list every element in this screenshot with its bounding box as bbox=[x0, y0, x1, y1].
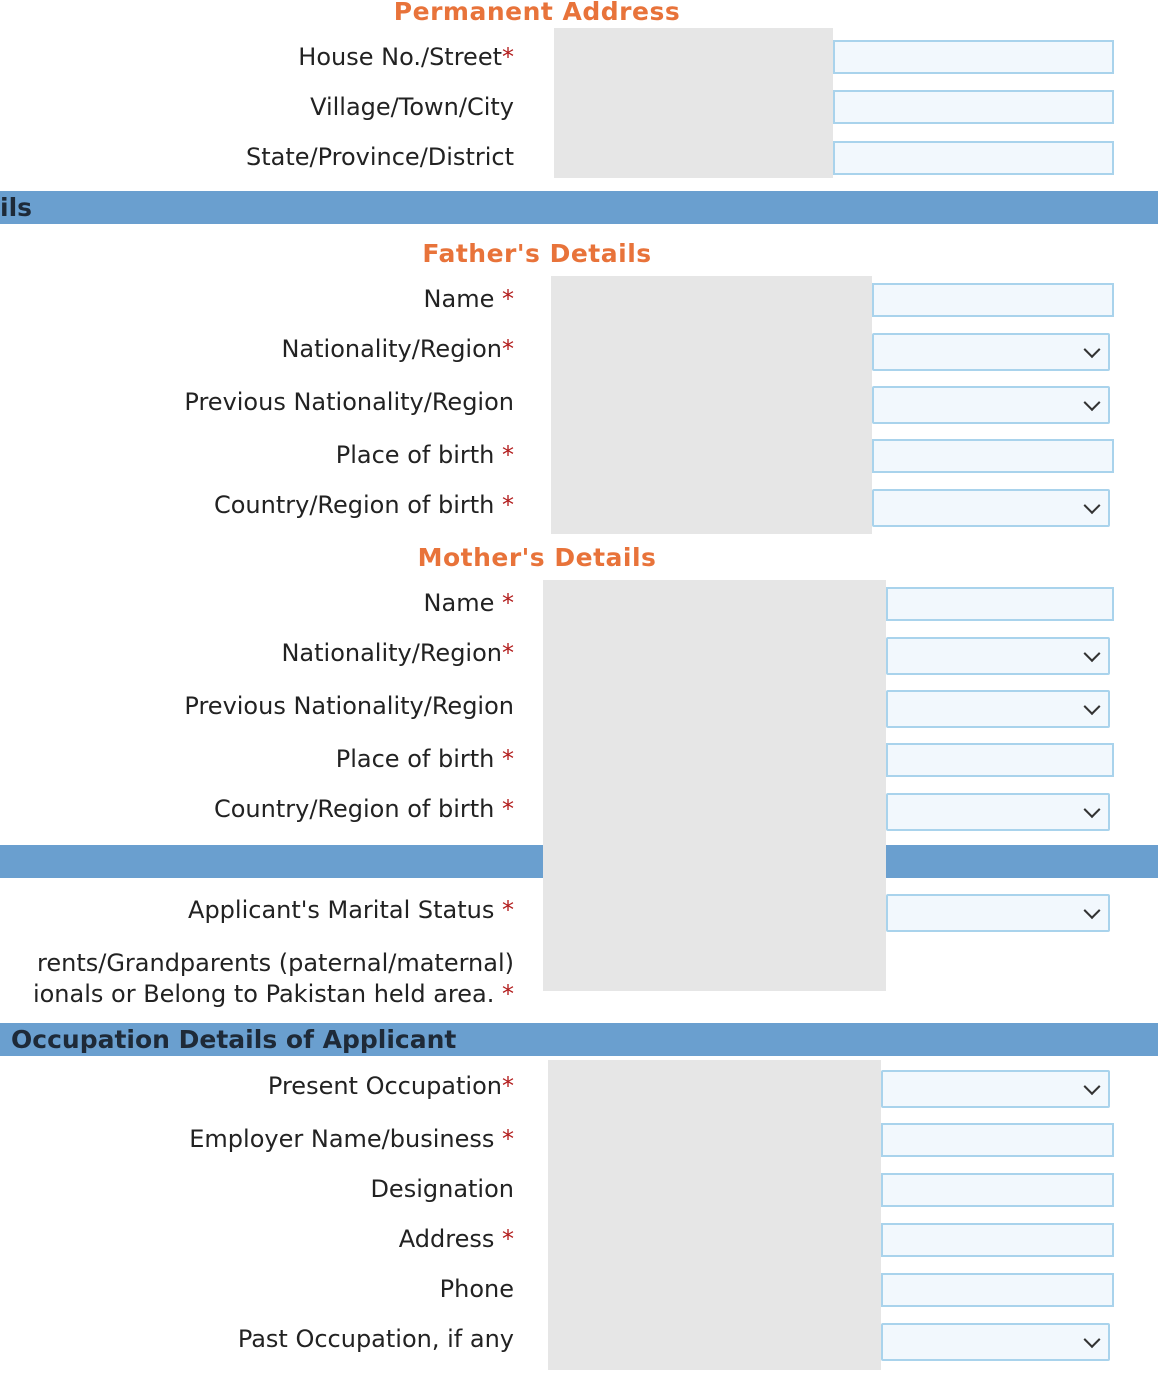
village-town-city-input[interactable] bbox=[833, 90, 1114, 124]
occupation-band: Occupation Details of Applicant bbox=[0, 1023, 1158, 1056]
chevron-down-icon bbox=[1084, 394, 1101, 411]
father-nationality-label: Nationality/Region* bbox=[281, 335, 514, 363]
village-town-city-label: Village/Town/City bbox=[310, 93, 514, 121]
past-occupation-label: Past Occupation, if any bbox=[237, 1325, 514, 1353]
occupation-address-label: Address * bbox=[398, 1225, 514, 1253]
employer-name-label: Employer Name/business * bbox=[189, 1125, 514, 1153]
mother-country-of-birth-select[interactable] bbox=[886, 793, 1110, 831]
required-marker: * bbox=[502, 639, 514, 667]
phone-input[interactable] bbox=[881, 1273, 1114, 1307]
required-marker: * bbox=[502, 795, 514, 823]
required-marker: * bbox=[502, 1225, 514, 1253]
father-name-input[interactable] bbox=[872, 283, 1114, 317]
fathers-details-heading: Father's Details bbox=[422, 239, 652, 268]
required-marker: * bbox=[502, 285, 514, 313]
father-country-of-birth-select[interactable] bbox=[872, 489, 1110, 527]
chevron-down-icon bbox=[1084, 698, 1101, 715]
mother-name-label: Name * bbox=[423, 589, 514, 617]
permanent-address-heading: Permanent Address bbox=[393, 0, 681, 26]
employer-name-input[interactable] bbox=[881, 1123, 1114, 1157]
father-place-of-birth-input[interactable] bbox=[872, 439, 1114, 473]
state-province-district-label: State/Province/District bbox=[245, 143, 514, 171]
mothers-details-heading: Mother's Details bbox=[417, 543, 657, 572]
chevron-down-icon bbox=[1084, 801, 1101, 818]
redacted-area bbox=[548, 1060, 881, 1370]
chevron-down-icon bbox=[1084, 497, 1101, 514]
mother-place-of-birth-input[interactable] bbox=[886, 743, 1114, 777]
chevron-down-icon bbox=[1084, 341, 1101, 358]
father-nationality-select[interactable] bbox=[872, 333, 1110, 371]
required-marker: * bbox=[502, 335, 514, 363]
marital-status-select[interactable] bbox=[886, 894, 1110, 932]
family-details-band: ils bbox=[0, 191, 1158, 224]
chevron-down-icon bbox=[1084, 902, 1101, 919]
required-marker: * bbox=[502, 1125, 514, 1153]
father-name-label: Name * bbox=[423, 285, 514, 313]
occupation-address-input[interactable] bbox=[881, 1223, 1114, 1257]
present-occupation-select[interactable] bbox=[881, 1070, 1110, 1108]
father-previous-nationality-label: Previous Nationality/Region bbox=[184, 388, 514, 416]
required-marker: * bbox=[502, 589, 514, 617]
present-occupation-label: Present Occupation* bbox=[267, 1072, 514, 1100]
pakistan-question-line1: rents/Grandparents (paternal/maternal) bbox=[37, 949, 514, 977]
required-marker: * bbox=[502, 745, 514, 773]
redacted-area bbox=[551, 276, 872, 534]
father-place-of-birth-label: Place of birth * bbox=[335, 441, 514, 469]
state-province-district-input[interactable] bbox=[833, 141, 1114, 175]
required-marker: * bbox=[502, 1072, 514, 1100]
pakistan-question-line2: ionals or Belong to Pakistan held area. * bbox=[32, 980, 514, 1008]
required-marker: * bbox=[502, 980, 514, 1008]
mother-place-of-birth-label: Place of birth * bbox=[335, 745, 514, 773]
chevron-down-icon bbox=[1084, 1078, 1101, 1095]
house-street-label: House No./Street* bbox=[298, 43, 514, 71]
mother-nationality-select[interactable] bbox=[886, 637, 1110, 675]
phone-label: Phone bbox=[439, 1275, 514, 1303]
required-marker: * bbox=[502, 441, 514, 469]
chevron-down-icon bbox=[1084, 1331, 1101, 1348]
mother-previous-nationality-label: Previous Nationality/Region bbox=[184, 692, 514, 720]
father-country-of-birth-label: Country/Region of birth * bbox=[213, 491, 514, 519]
mother-nationality-label: Nationality/Region* bbox=[281, 639, 514, 667]
mother-name-input[interactable] bbox=[886, 587, 1114, 621]
past-occupation-select[interactable] bbox=[881, 1323, 1110, 1361]
required-marker: * bbox=[502, 43, 514, 71]
mother-previous-nationality-select[interactable] bbox=[886, 690, 1110, 728]
redacted-area bbox=[543, 580, 886, 991]
required-marker: * bbox=[502, 896, 514, 924]
designation-input[interactable] bbox=[881, 1173, 1114, 1207]
designation-label: Designation bbox=[370, 1175, 514, 1203]
chevron-down-icon bbox=[1084, 645, 1101, 662]
house-street-input[interactable] bbox=[833, 40, 1114, 74]
mother-country-of-birth-label: Country/Region of birth * bbox=[213, 795, 514, 823]
marital-status-label: Applicant's Marital Status * bbox=[188, 896, 514, 924]
redacted-area bbox=[554, 28, 833, 178]
father-previous-nationality-select[interactable] bbox=[872, 386, 1110, 424]
required-marker: * bbox=[502, 491, 514, 519]
